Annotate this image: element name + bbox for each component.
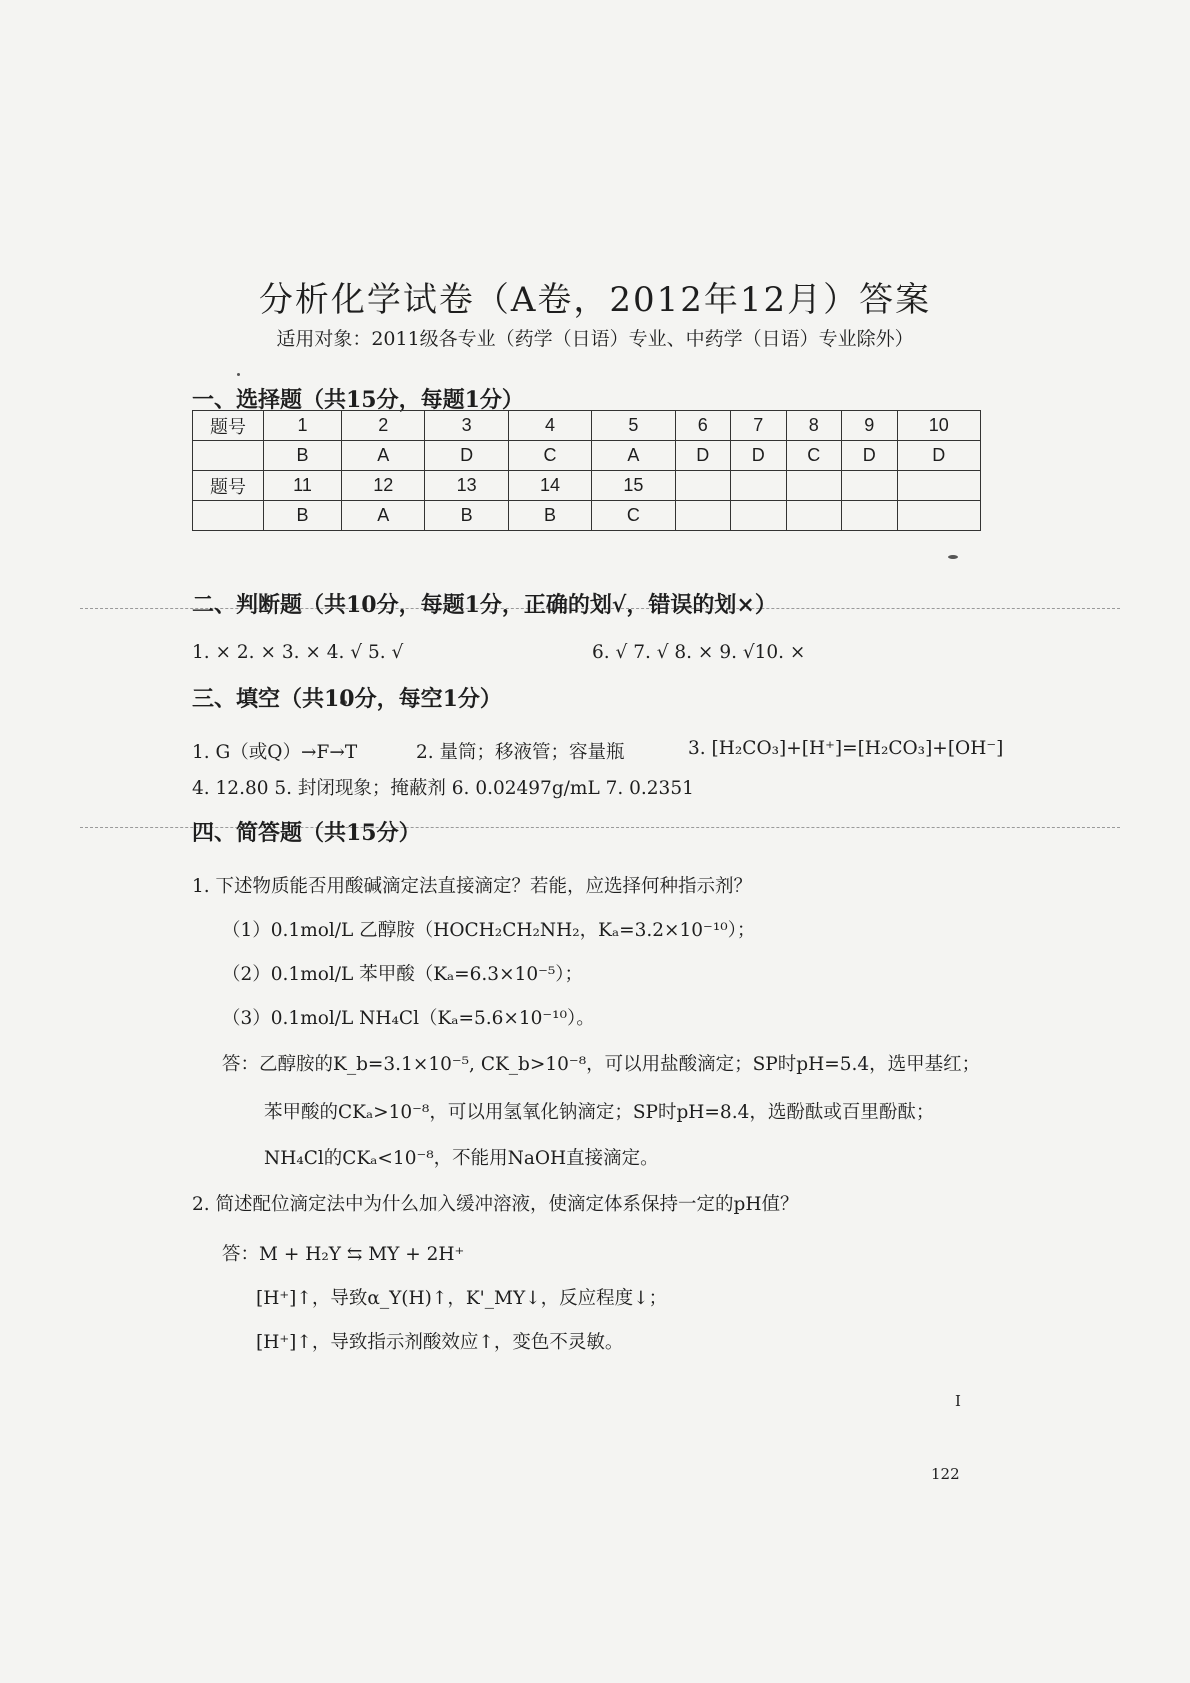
table-cell: D xyxy=(842,441,898,471)
table-cell: 4 xyxy=(508,411,591,441)
table-cell xyxy=(675,501,731,531)
table-cell: 11 xyxy=(264,471,342,501)
question-1-item-2: （2）0.1mol/L 苯甲酸（Kₐ=6.3×10⁻⁵）； xyxy=(222,964,584,985)
scan-speck xyxy=(948,555,958,559)
table-cell: B xyxy=(264,441,342,471)
question-1-item-3: （3）0.1mol/L NH₄Cl（Kₐ=5.6×10⁻¹⁰）。 xyxy=(222,1008,595,1029)
section4-heading: 四、简答题（共15分） xyxy=(192,820,421,846)
margin-mark: I xyxy=(955,1392,961,1410)
page-subtitle: 适用对象：2011级各专业（药学（日语）专业、中药学（日语）专业除外） xyxy=(276,328,914,350)
table-row xyxy=(193,441,981,471)
table-cell: 9 xyxy=(842,411,898,441)
table-cell: 6 xyxy=(675,411,731,441)
table-cell: A xyxy=(342,501,425,531)
section1-heading: 一、选择题（共15分，每题1分） xyxy=(192,387,524,413)
table-cell xyxy=(193,501,264,531)
table-row xyxy=(193,501,981,531)
table-cell: C xyxy=(592,501,675,531)
table-cell xyxy=(842,501,898,531)
table-cell xyxy=(731,501,787,531)
table-cell xyxy=(897,501,980,531)
table-cell: 7 xyxy=(731,411,787,441)
fill-answer-2: 2. 量筒；移液管；容量瓶 xyxy=(416,742,625,763)
fill-answer-3: 3. [H₂CO₃]+[H⁺]=[H₂CO₃]+[OH⁻] xyxy=(688,738,1004,759)
table-cell: 10 xyxy=(897,411,980,441)
table-cell: C xyxy=(786,441,842,471)
table-cell: B xyxy=(425,501,508,531)
table-cell: D xyxy=(425,441,508,471)
table-cell xyxy=(786,471,842,501)
table-cell: 题号 xyxy=(193,471,264,501)
table-cell xyxy=(897,471,980,501)
table-cell: B xyxy=(264,501,342,531)
judgement-answers-6-10: 6. √ 7. √ 8. × 9. √10. × xyxy=(592,642,806,663)
table-cell: 13 xyxy=(425,471,508,501)
question-2-answer-line-2: [H⁺]↑，导致α_Y(H)↑，K'_MY↓，反应程度↓； xyxy=(256,1288,668,1309)
table-cell: D xyxy=(675,441,731,471)
table-cell xyxy=(675,471,731,501)
table-cell: 14 xyxy=(508,471,591,501)
table-row xyxy=(193,411,981,441)
table-cell: A xyxy=(592,441,675,471)
table-cell: 2 xyxy=(342,411,425,441)
question-2-answer-line-1: 答：M + H₂Y ⇆ MY + 2H⁺ xyxy=(222,1244,465,1265)
question-1-answer-line-2: 苯甲酸的CKₐ>10⁻⁸，可以用氢氧化钠滴定；SP时pH=8.4，选酚酞或百里酚酞； xyxy=(264,1102,935,1123)
answer-table xyxy=(192,410,981,531)
section2-heading: 二、判断题（共10分，每题1分，正确的划√，错误的划×） xyxy=(192,592,777,618)
question-1: 1. 下述物质能否用酸碱滴定法直接滴定？若能，应选择何种指示剂？ xyxy=(192,876,753,897)
table-row xyxy=(193,471,981,501)
table-cell xyxy=(731,471,787,501)
judgement-answers-1-5: 1. × 2. × 3. × 4. √ 5. √ xyxy=(192,642,404,663)
table-cell: 3 xyxy=(425,411,508,441)
table-cell: 题号 xyxy=(193,411,264,441)
question-1-answer-line-3: NH₄Cl的CKₐ<10⁻⁸，不能用NaOH直接滴定。 xyxy=(264,1148,659,1169)
question-1-item-1: （1）0.1mol/L 乙醇胺（HOCH₂CH₂NH₂，Kₐ=3.2×10⁻¹⁰）； xyxy=(222,920,756,941)
table-cell xyxy=(193,441,264,471)
question-2: 2. 简述配位滴定法中为什么加入缓冲溶液，使滴定体系保持一定的pH值？ xyxy=(192,1194,799,1215)
page-title: 分析化学试卷（A卷，2012年12月）答案 xyxy=(258,280,932,320)
table-cell: A xyxy=(342,441,425,471)
table-cell: D xyxy=(897,441,980,471)
fill-answer-4-7: 4. 12.80 5. 封闭现象；掩蔽剂 6. 0.02497g/mL 7. 0.2351 xyxy=(192,778,694,799)
table-cell: 15 xyxy=(592,471,675,501)
table-cell xyxy=(786,501,842,531)
fill-answer-1: 1. G（或Q）→F→T xyxy=(192,742,358,763)
table-cell: C xyxy=(508,441,591,471)
table-cell: 1 xyxy=(264,411,342,441)
table-cell: D xyxy=(731,441,787,471)
table-cell xyxy=(842,471,898,501)
section3-heading: 三、填空（共10分，每空1分） xyxy=(192,686,502,712)
page-number: 122 xyxy=(931,1465,960,1483)
table-cell: B xyxy=(508,501,591,531)
table-cell: 8 xyxy=(786,411,842,441)
question-2-answer-line-3: [H⁺]↑，导致指示剂酸效应↑，变色不灵敏。 xyxy=(256,1332,624,1353)
question-1-answer-line-1: 答：乙醇胺的K_b=3.1×10⁻⁵, CK_b>10⁻⁸，可以用盐酸滴定；SP时pH=5.4，选甲基红； xyxy=(222,1054,981,1075)
table-cell: 5 xyxy=(592,411,675,441)
scan-speck xyxy=(237,373,240,376)
table-cell: 12 xyxy=(342,471,425,501)
